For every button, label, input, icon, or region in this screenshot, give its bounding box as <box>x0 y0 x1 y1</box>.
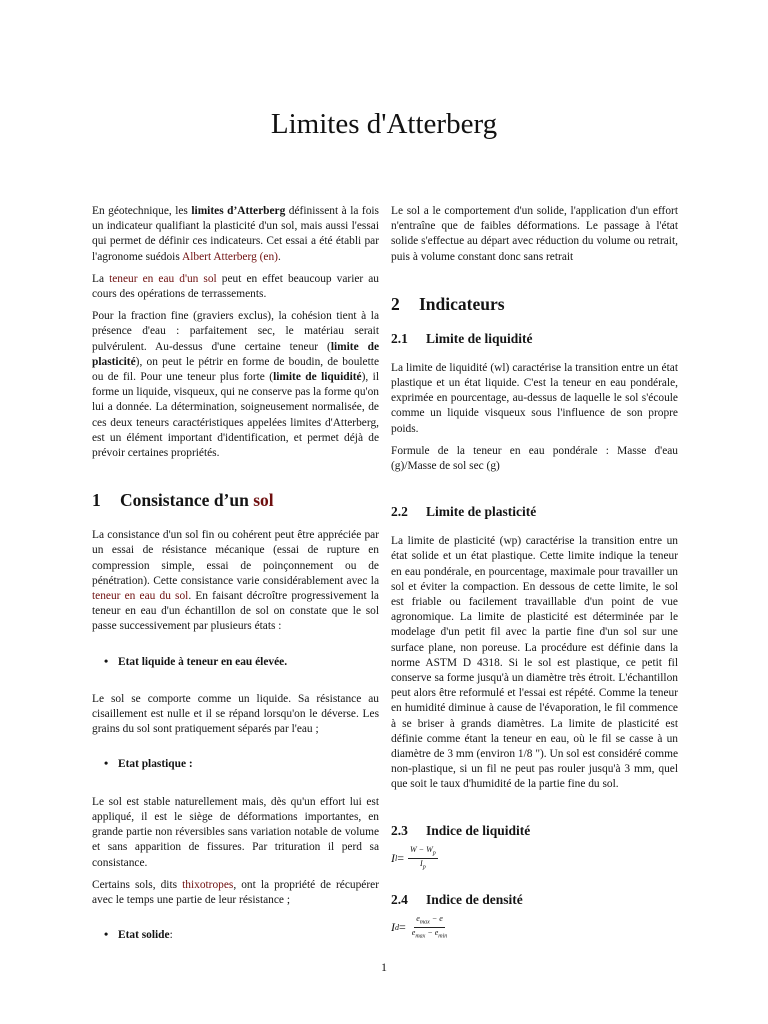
fraction: $\frac{W - W_p}{I_p}$ <box>410 844 436 871</box>
page-title: Limites d'Atterberg <box>270 108 498 140</box>
bullet-dot-icon: • <box>104 653 109 668</box>
consistance-paragraph <box>92 528 379 634</box>
subsection-heading-plasticite: 2.2 Limite de plasticité <box>391 504 537 520</box>
bullet-dot-icon: • <box>104 756 109 771</box>
subsection-heading-indice-liquidite: 2.3 Indice de liquidité <box>391 822 531 838</box>
bullet-liquid-state: • Etat liquide à teneur en eau élevée. <box>104 653 288 668</box>
bold-term: limite de plasticité <box>92 340 380 368</box>
subsection-heading-indice-densite: 2.4 Indice de densité <box>391 891 523 907</box>
right-column <box>391 204 678 942</box>
water-formula-paragraph: Formule de la teneur en eau pondérale : Masse d'eau (g)/Masse de sol sec (g) <box>391 444 678 473</box>
text-run: ), on peut le pétrir en forme de boudin, de boulette ou de fil. Pour une teneur plus forte ( <box>92 355 379 384</box>
liquid-limit-paragraph: La limite de liquidité (wl) caractérise la transition entre un état plastique et un état liquide. C'est la teneur en eau pondérale, exprimée en pourcentage, au-dessus de laquelle le sol s'écoule comme un liquide visqueux sous l'influence de son propre poids. <box>391 361 678 435</box>
text-run: , ont la propriété de récupérer avec le temps une partie de leur résistance ; <box>92 878 379 906</box>
liquid-state-paragraph: Le sol se comporte comme un liquide. Sa résistance au cisaillement est nulle et il se répand lorsqu'on le déverse. Les grains du sol sont pratiquement séparés par l'eau ; <box>92 692 379 736</box>
text-run: ), il forme un liquide, visqueux, qui ne conserve pas la forme qu'on lui a donnée. La détermination, soigneusement normalisée, de ces deux teneurs caractéristiques appelées limites d'Atterberg, est un élément important d'identification, et permet déjà de prévoir certaines propriétés. <box>92 371 379 460</box>
inline-link[interactable]: Albert Atterberg (en) <box>182 250 278 263</box>
liquidity-index-formula: I l = $\frac{W - W_p}{I_p}$ <box>391 844 436 871</box>
thixotropic-paragraph <box>92 878 379 908</box>
inline-link[interactable]: teneur en eau d'un sol <box>109 272 217 285</box>
subsection-heading-liquidite: 2.1 Limite de liquidité <box>391 330 533 346</box>
water-content-paragraph <box>92 272 379 302</box>
bullet-solid-state: • Etat solide : <box>104 927 173 942</box>
fine-fraction-paragraph <box>92 309 379 461</box>
density-index-formula: I d = $\frac{e_{max} - e}{e_{max} - e_{min}}$ <box>391 913 448 941</box>
left-column <box>92 204 379 943</box>
text-run: . <box>277 250 281 263</box>
section-heading-consistance: 1 Consistance d’un sol <box>92 490 274 511</box>
inline-link[interactable]: teneur en eau du sol <box>92 590 189 603</box>
link-sol[interactable]: sol <box>253 490 274 511</box>
inline-link[interactable]: thixotropes <box>182 878 234 891</box>
text-run: Certains sols, dits <box>92 878 183 891</box>
section-heading-indicateurs: 2 Indicateurs <box>391 293 505 314</box>
text-run: La consistance d'un sol fin ou cohérent peut être appréciée par un essai de résistance mécanique (essai de rupture en compression simple, essai de poinçonnement ou de pénétration). Cette consistance varie considérablement avec la <box>92 529 379 587</box>
text-run: Pour la fraction fine (graviers exclus), la cohésion tient à la présence d'eau : parfaitement sec, le matériau serait pulvérulent. Au-dessus d'une certaine teneur ( <box>92 310 379 353</box>
bold-term: limites d’Atterberg <box>191 205 286 217</box>
bold-term: limite de liquidité <box>273 371 362 384</box>
text-run: définissent à la fois un indicateur qualifiant la plasticité d'un sol, mais aussi l'essai qui permet de définir ces indicateurs. Cet essai a été établi par l'agronome suédois <box>92 205 379 263</box>
text-run: La <box>92 272 110 285</box>
bullet-plastic-state: • Etat plastique : <box>104 756 193 771</box>
page-number: 1 <box>381 960 387 974</box>
intro-paragraph <box>92 204 379 265</box>
text-run: peut en effet beaucoup varier au cours des opérations de terrassements. <box>92 272 380 301</box>
solid-state-paragraph: Le sol a le comportement d'un solide, l'application d'un effort n'entraîne que de faibles déformations. Le passage à l'état solide s'effectue au départ avec réduction du volume ou retrait, puis à volume constant donc sans retrait <box>391 205 678 263</box>
fraction: $\frac{e_{max} - e}{e_{max} - e_{min}}$ <box>411 913 448 941</box>
plastic-state-paragraph: Le sol est stable naturellement mais, dès qu'un effort lui est appliqué, il est le siège de déformations importantes, en grande partie non réversibles sans variation notable de volume et sans apparition de fissures. Par trituration il perd sa consistance. <box>92 795 379 869</box>
bullet-dot-icon: • <box>104 927 109 942</box>
plastic-limit-paragraph: La limite de plasticité (wp) caractérise la transition entre un état solide et un état plastique. Cette limite indique la teneur en eau pondérale, en pourcentage, maximale pour travailler un sol et éviter la compaction. En dessous de cette limite, le sol est friable ou facilement travaillable d'un point de vue agronomique. La limite de plasticité est déterminée par le modelage d'un petit fil avec la partie fine d'un sol sur une surface plane, non poreuse. La procédure est définie dans la norme ASTM D 4318. Si le sol est plastique, ce petit fil conserve sa forme jusqu'à un diamètre très étroit. L'échantillon peut alors être reformulé et l'essai est répété. Comme la teneur en humidité diminue à cause de l'évaporation, le fil commence à se briser à grands diamètres. La limite de plasticité est définie comme étant la teneur en eau, où le fil se casse à un diamètre de 3 mm (environ 1/8 "). Un sol est considéré comme non-plastique, si un fil ne peut pas rouler jusqu'à 3 mm, quel que soit le taux d'humidité de la partie fine du sol. <box>391 535 678 791</box>
text-run: . En faisant décroître progressivement la teneur en eau d'un échantillon de sol on constate que le sol passe successivement par plusieurs états : <box>92 590 379 633</box>
text-run: En géotechnique, les <box>92 205 192 217</box>
